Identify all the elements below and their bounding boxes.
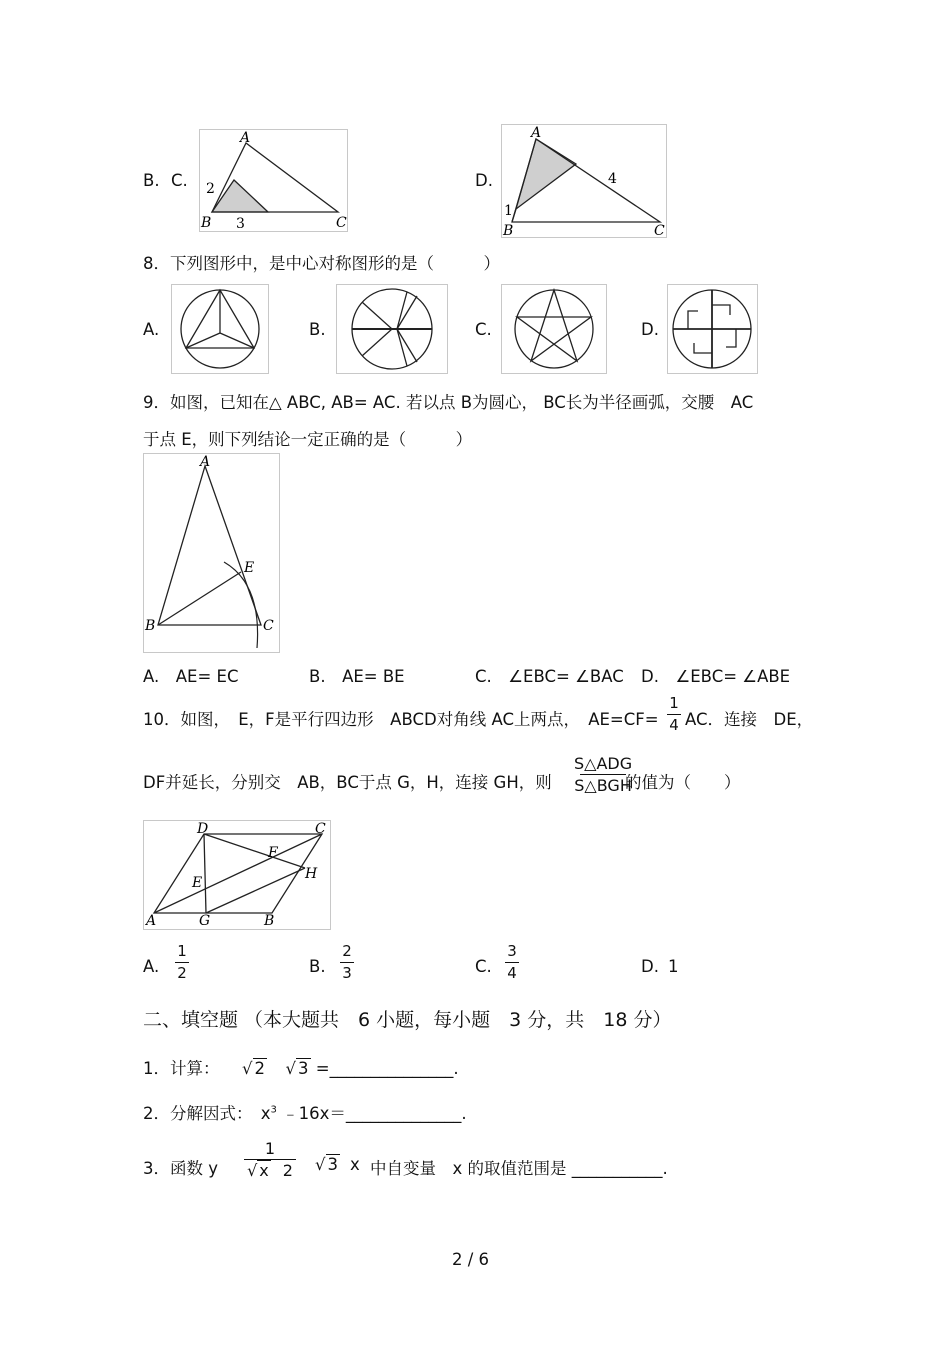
label-a: A bbox=[240, 130, 251, 146]
label-a: A bbox=[531, 125, 542, 141]
frac-den: 4 bbox=[669, 716, 679, 734]
frac-den bbox=[247, 1162, 293, 1179]
q8-option-a: A. bbox=[143, 320, 160, 339]
q9-option-b: B. AE= BE bbox=[309, 667, 405, 686]
label-c: C bbox=[315, 821, 326, 837]
q8-option-d: D. bbox=[641, 320, 659, 339]
section-2-title: 二、填空题 （本大题共 6 小题，每小题 3 分，共 18 分） bbox=[143, 1009, 672, 1031]
q10-option-c-fraction bbox=[505, 943, 519, 982]
q10-option-b-fraction bbox=[340, 943, 354, 982]
frac-num: 1 bbox=[177, 942, 187, 960]
fill-q1 bbox=[143, 1055, 459, 1079]
frac-bar bbox=[667, 714, 681, 715]
question-8-text: 8．下列图形中，是中心对称图形的是（ ） bbox=[143, 254, 500, 273]
frac-num: 1 bbox=[669, 694, 679, 712]
fill-q2 bbox=[143, 1100, 467, 1124]
parallelogram-svg bbox=[144, 821, 330, 929]
side-label-3: 3 bbox=[236, 216, 245, 232]
fill-q1-prefix: 1．计算： bbox=[143, 1059, 220, 1078]
label-c: C bbox=[654, 223, 665, 239]
label-a: A bbox=[200, 454, 211, 470]
fill-q1-answer-blank[interactable]: =_______________. bbox=[315, 1059, 459, 1078]
frac-bar bbox=[505, 962, 519, 963]
option-b-label: B. bbox=[143, 171, 160, 190]
circle-lines-icon bbox=[337, 285, 447, 373]
page-number: 2 / 6 bbox=[452, 1250, 490, 1269]
question-10-line2-pre: DF并延长，分别交 AB，BC于点 G，H，连接 GH，则 bbox=[143, 773, 552, 792]
label-f: F bbox=[268, 845, 278, 861]
q8-figure-b bbox=[336, 284, 448, 374]
frac-num: 2 bbox=[342, 942, 352, 960]
sqrt-icon: √ bbox=[285, 1059, 297, 1078]
q8-figure-a bbox=[171, 284, 269, 374]
q10-figure bbox=[143, 820, 331, 930]
frac-bar bbox=[175, 962, 189, 963]
frac-bar bbox=[340, 962, 354, 963]
question-10-line1-pre: 10．如图， E，F是平行四边形 ABCD对角线 AC上两点， AE=CF= bbox=[143, 710, 659, 729]
question-10-line1-post: AC．连接 DE， bbox=[685, 710, 814, 729]
radicand-3: 3 bbox=[298, 1059, 309, 1078]
radicand-2: 2 bbox=[254, 1059, 266, 1078]
frac-den: 2 bbox=[177, 964, 187, 982]
fill-q2-prefix: 2．分解因式： x bbox=[143, 1104, 271, 1123]
frac-den: 3 bbox=[342, 964, 352, 982]
radicand-x: x bbox=[259, 1161, 269, 1180]
ratio-den: S△BGH bbox=[574, 776, 632, 795]
circle-triangle-icon bbox=[172, 285, 268, 373]
q10-option-c: C. bbox=[475, 957, 492, 976]
label-d: D bbox=[197, 821, 209, 837]
side-label-1: 1 bbox=[504, 203, 513, 219]
triangle-c-svg bbox=[200, 130, 347, 231]
triangle-d-svg bbox=[502, 125, 666, 237]
label-b: B bbox=[145, 618, 156, 634]
fill-q3-sqrt bbox=[315, 1155, 360, 1174]
q8-figure-d bbox=[667, 284, 758, 374]
sqrt-icon: √ bbox=[247, 1161, 258, 1180]
frac-den: 4 bbox=[507, 964, 517, 982]
label-c: C bbox=[263, 618, 274, 634]
question-9-line1: 9．如图，已知在△ ABC, AB= AC. 若以点 B为圆心， BC长为半径画弧，交腰 AC bbox=[143, 393, 754, 412]
radicand-3: 3 bbox=[327, 1155, 339, 1174]
label-g: G bbox=[199, 913, 211, 929]
question-9-line2: 于点 E，则下列结论一定正确的是（ ） bbox=[143, 430, 473, 449]
q8-option-b: B. bbox=[309, 320, 326, 339]
question-10-line2-post: 的值为（ ） bbox=[625, 773, 741, 792]
label-e: E bbox=[244, 560, 255, 576]
frac-num: 3 bbox=[507, 942, 517, 960]
ratio-num: S△ADG bbox=[574, 754, 633, 773]
circle-pinwheel-icon bbox=[668, 285, 757, 373]
label-e: E bbox=[192, 875, 203, 891]
label-a: A bbox=[146, 913, 157, 929]
side-label-4: 4 bbox=[608, 171, 617, 187]
exponent: 3 bbox=[270, 1104, 277, 1116]
q9-option-c: C. ∠EBC= ∠BAC bbox=[475, 667, 624, 686]
q8-figure-c bbox=[501, 284, 607, 374]
isosceles-arc-svg bbox=[144, 454, 279, 652]
label-b: B bbox=[503, 223, 514, 239]
triangle-figure-c bbox=[199, 129, 348, 232]
side-label-2: 2 bbox=[206, 181, 215, 197]
q8-option-c: C. bbox=[475, 320, 492, 339]
label-c: C bbox=[336, 215, 347, 231]
q10-option-d: D. bbox=[641, 957, 659, 976]
frac-num: 1 bbox=[264, 1139, 276, 1158]
option-c-label: C. bbox=[171, 171, 188, 190]
q9-option-a: A. AE= EC bbox=[143, 667, 239, 686]
q10-option-b: B. bbox=[309, 957, 326, 976]
label-b: B bbox=[264, 913, 275, 929]
q10-option-d-value: 1 bbox=[668, 957, 679, 976]
sqrt-icon: √ bbox=[315, 1155, 326, 1174]
q10-area-ratio bbox=[574, 755, 632, 794]
circle-star-icon bbox=[502, 285, 606, 373]
sqrt-icon: √ bbox=[242, 1059, 253, 1078]
label-h: H bbox=[305, 866, 318, 882]
q10-option-a: A. bbox=[143, 957, 160, 976]
q10-fraction-quarter bbox=[667, 695, 681, 734]
radicand-x: x bbox=[350, 1155, 360, 1174]
option-d-label: D. bbox=[475, 171, 493, 190]
ratio-bar bbox=[580, 774, 626, 775]
q10-option-a-fraction bbox=[175, 943, 189, 982]
fill-q3-prefix: 3．函数 y bbox=[143, 1159, 219, 1178]
fill-q3-fraction bbox=[244, 1140, 296, 1179]
fill-q2-answer-blank[interactable]: ﹣16x＝______________. bbox=[282, 1104, 467, 1123]
q9-option-d: D. ∠EBC= ∠ABE bbox=[641, 667, 791, 686]
label-b: B bbox=[201, 215, 212, 231]
radicand-2: 2 bbox=[282, 1161, 293, 1180]
fill-q3-answer-blank[interactable]: 中自变量 x 的取值范围是 ___________. bbox=[370, 1159, 668, 1178]
triangle-figure-d bbox=[501, 124, 667, 238]
q9-figure bbox=[143, 453, 280, 653]
